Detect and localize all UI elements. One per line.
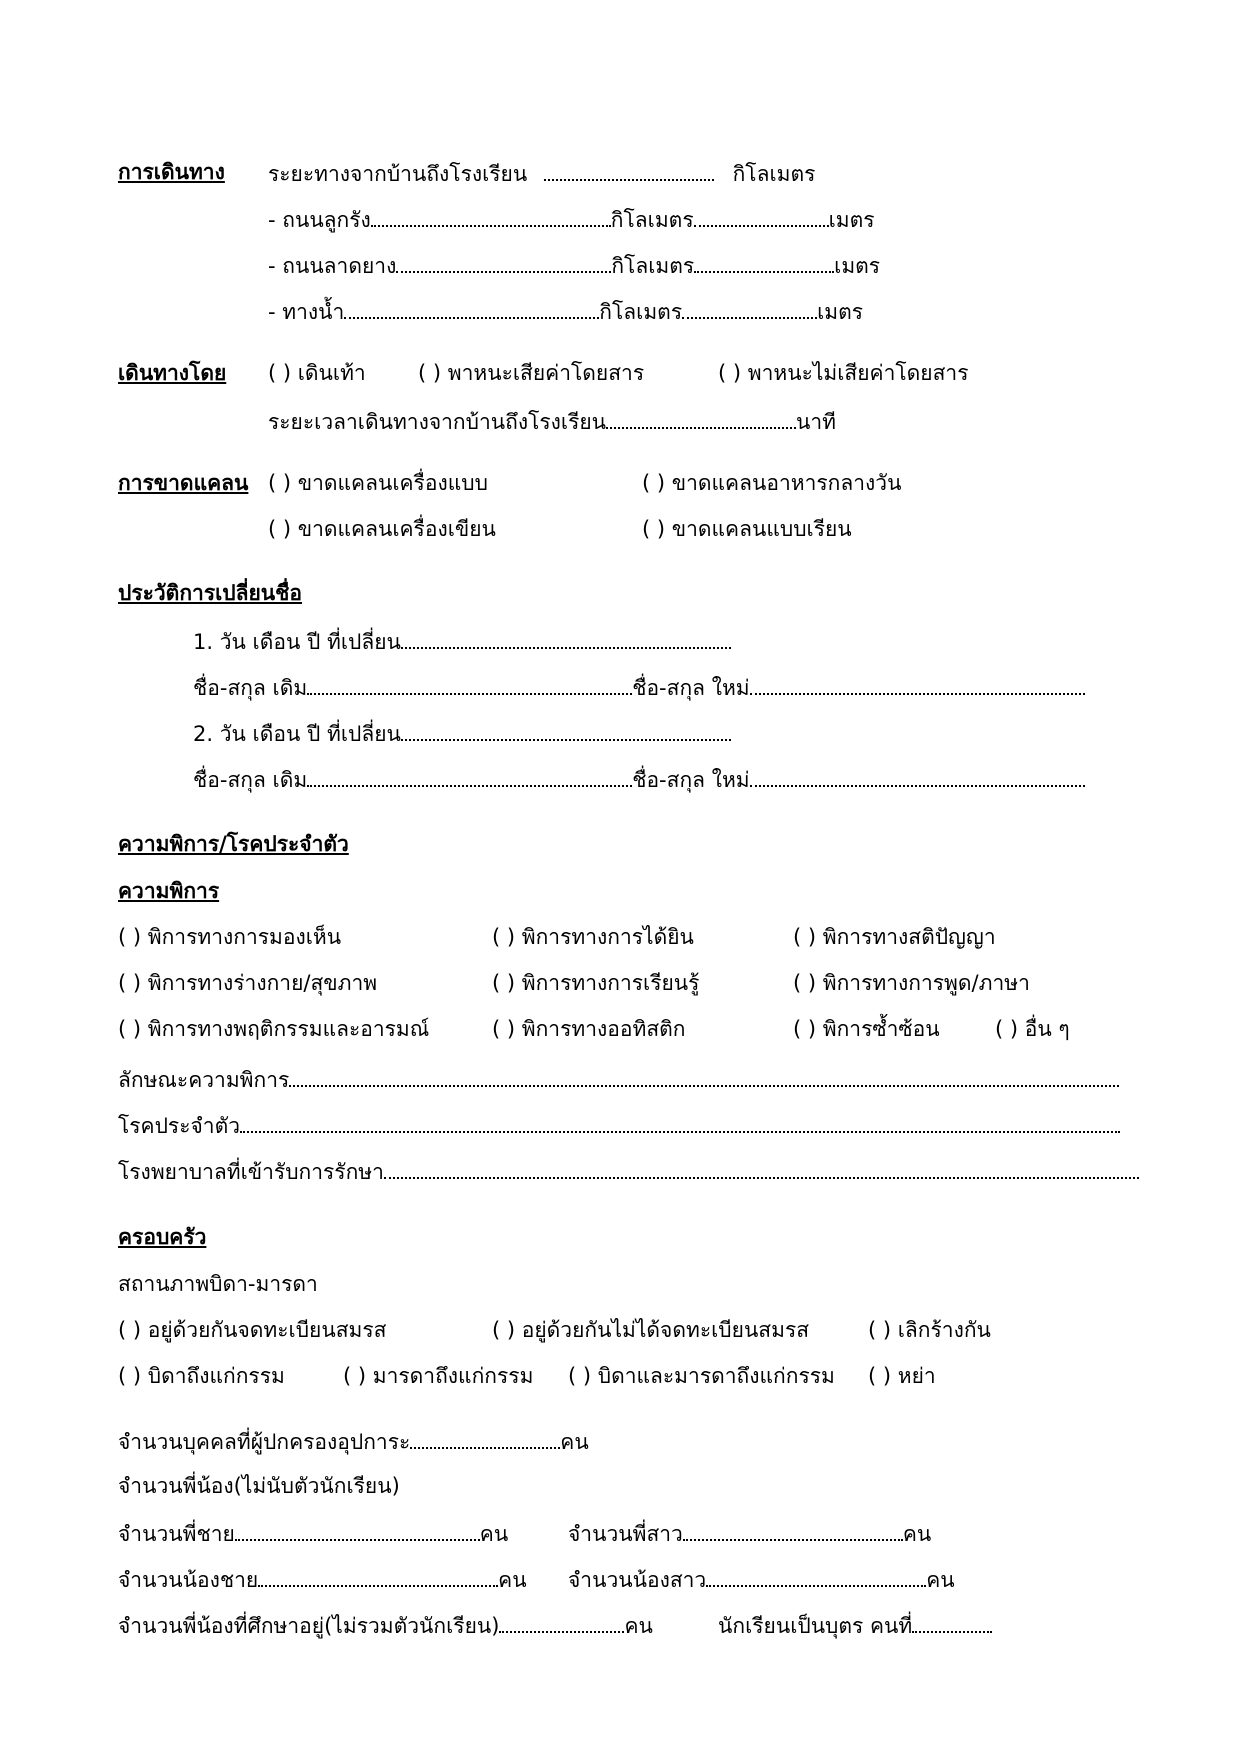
change-date-1-field[interactable] bbox=[401, 625, 731, 649]
disability-intellect[interactable] bbox=[793, 922, 996, 952]
change-date-2-label: 2. วัน เดือน ปี ที่เปลี่ยน bbox=[193, 722, 401, 746]
mode-heading: เดินทางโดย bbox=[118, 361, 227, 385]
dirt-m-field[interactable] bbox=[694, 203, 829, 227]
change-date-2-row bbox=[193, 717, 731, 749]
dirt-km-field[interactable] bbox=[371, 203, 611, 227]
km-unit: กิโลเมตร bbox=[732, 162, 816, 186]
mother-dead[interactable] bbox=[343, 1361, 533, 1391]
disability-physical-label: ( ) พิการทางร่างกาย/สุขภาพ bbox=[118, 971, 378, 995]
family-heading: ครอบครัว bbox=[118, 1225, 207, 1249]
disability-other[interactable] bbox=[995, 1014, 1070, 1044]
mode-paid-label: ( ) พาหนะเสียค่าโดยสาร bbox=[418, 361, 645, 385]
parent-separated[interactable] bbox=[868, 1315, 991, 1345]
mode-walk-label: ( ) เดินเท้า bbox=[268, 361, 366, 385]
lack-heading: การขาดแคลน bbox=[118, 471, 249, 495]
dirt-road-row bbox=[268, 203, 875, 235]
younger-sister-label: จำนวนน้องสาว bbox=[568, 1568, 707, 1592]
dependents-row bbox=[118, 1425, 589, 1457]
name-change-heading-row bbox=[118, 578, 302, 608]
child-order-field[interactable] bbox=[912, 1609, 992, 1633]
dirt-m-unit: เมตร bbox=[828, 208, 875, 232]
older-brother-unit: คน bbox=[479, 1522, 509, 1546]
child-order-row bbox=[718, 1609, 992, 1641]
mode-heading-row bbox=[118, 358, 226, 388]
studying-siblings-field[interactable] bbox=[499, 1609, 624, 1633]
disability-nature-field[interactable] bbox=[289, 1063, 1119, 1087]
older-sister-unit: คน bbox=[902, 1522, 932, 1546]
parent-not-registered[interactable] bbox=[492, 1315, 809, 1345]
old-name-2-label: ชื่อ-สกุล เดิม bbox=[193, 768, 308, 792]
water-route-row bbox=[268, 295, 863, 327]
water-route-label: - ทางน้ำ bbox=[268, 300, 345, 324]
both-dead-label: ( ) บิดาและมารดาถึงแก่กรรม bbox=[568, 1364, 835, 1388]
parent-status-row bbox=[118, 1269, 318, 1299]
disability-hearing[interactable] bbox=[492, 922, 694, 952]
lack-stationery-label: ( ) ขาดแคลนเครื่องเขียน bbox=[268, 517, 496, 541]
distance-row bbox=[268, 157, 815, 189]
studying-siblings-row bbox=[118, 1609, 653, 1641]
lack-lunch-label: ( ) ขาดแคลนอาหารกลางวัน bbox=[642, 471, 902, 495]
parent-not-registered-label: ( ) อยู่ด้วยกันไม่ได้จดทะเบียนสมรส bbox=[492, 1318, 810, 1342]
parent-status-label: สถานภาพบิดา-มารดา bbox=[118, 1272, 318, 1296]
disability-multiple-label: ( ) พิการซ้ำซ้อน bbox=[793, 1017, 940, 1041]
disability-heading: ความพิการ/โรคประจำตัว bbox=[118, 832, 349, 856]
name-1-row bbox=[193, 671, 1085, 703]
child-order-label: นักเรียนเป็นบุตร คนที่ bbox=[718, 1614, 913, 1638]
water-m-field[interactable] bbox=[682, 295, 817, 319]
younger-sister-field[interactable] bbox=[706, 1563, 926, 1587]
disability-physical[interactable] bbox=[118, 968, 377, 998]
siblings-row bbox=[118, 1471, 400, 1501]
older-sister-field[interactable] bbox=[683, 1517, 903, 1541]
disability-subheading-row bbox=[118, 876, 219, 906]
disability-learning-label: ( ) พิการทางการเรียนรู้ bbox=[492, 971, 700, 995]
disability-nature-label: ลักษณะความพิการ bbox=[118, 1068, 290, 1092]
disease-row bbox=[118, 1109, 1120, 1141]
siblings-label: จำนวนพี่น้อง(ไม่นับตัวนักเรียน) bbox=[118, 1474, 400, 1498]
older-sister-label: จำนวนพี่สาว bbox=[568, 1522, 683, 1546]
new-name-2-field[interactable] bbox=[750, 763, 1085, 787]
distance-field[interactable] bbox=[544, 157, 714, 181]
old-name-1-label: ชื่อ-สกุล เดิม bbox=[193, 676, 308, 700]
mode-paid[interactable] bbox=[418, 358, 644, 388]
lack-stationery[interactable] bbox=[268, 514, 496, 544]
younger-brother-unit: คน bbox=[498, 1568, 527, 1592]
studying-siblings-label: จำนวนพี่น้องที่ศึกษาอยู่(ไม่รวมตัวนักเรียน) bbox=[118, 1614, 500, 1638]
mode-walk[interactable] bbox=[268, 358, 366, 388]
disability-behavior[interactable] bbox=[118, 1014, 429, 1044]
both-dead[interactable] bbox=[568, 1361, 835, 1391]
disability-speech-label: ( ) พิการทางการพูด/ภาษา bbox=[793, 971, 1030, 995]
travel-row bbox=[118, 157, 225, 187]
travel-heading: การเดินทาง bbox=[118, 160, 225, 184]
travel-time-row bbox=[268, 405, 836, 437]
change-date-2-field[interactable] bbox=[401, 717, 731, 741]
disability-vision[interactable] bbox=[118, 922, 341, 952]
minute-unit: นาที bbox=[796, 410, 837, 434]
disability-autism[interactable] bbox=[492, 1014, 686, 1044]
hospital-field[interactable] bbox=[384, 1155, 1139, 1179]
younger-brother-label: จำนวนน้องชาย bbox=[118, 1568, 259, 1592]
new-name-2-label: ชื่อ-สกุล ใหม่ bbox=[632, 768, 750, 792]
disability-speech[interactable] bbox=[793, 968, 1030, 998]
lack-heading-row bbox=[118, 468, 248, 498]
younger-brother-field[interactable] bbox=[258, 1563, 498, 1587]
disability-autism-label: ( ) พิการทางออทิสติก bbox=[492, 1017, 686, 1041]
lack-uniform-label: ( ) ขาดแคลนเครื่องแบบ bbox=[268, 471, 488, 495]
dependents-field[interactable] bbox=[410, 1425, 560, 1449]
studying-siblings-unit: คน bbox=[624, 1614, 653, 1638]
disability-subheading: ความพิการ bbox=[118, 879, 220, 903]
travel-time-label: ระยะเวลาเดินทางจากบ้านถึงโรงเรียน bbox=[268, 410, 607, 434]
hospital-row bbox=[118, 1155, 1139, 1187]
disability-learning[interactable] bbox=[492, 968, 699, 998]
mode-free-label: ( ) พาหนะไม่เสียค่าโดยสาร bbox=[718, 361, 969, 385]
lack-textbook-label: ( ) ขาดแคลนแบบเรียน bbox=[642, 517, 852, 541]
travel-time-field[interactable] bbox=[606, 405, 796, 429]
disability-heading-row bbox=[118, 829, 349, 859]
older-brother-row bbox=[118, 1517, 508, 1549]
mode-free[interactable] bbox=[718, 358, 969, 388]
disease-label: โรคประจำตัว bbox=[118, 1114, 241, 1138]
hospital-label: โรงพยาบาลที่เข้ารับการรักษา bbox=[118, 1160, 384, 1184]
paved-road-label: - ถนนลาดยาง bbox=[268, 254, 397, 278]
new-name-1-field[interactable] bbox=[750, 671, 1085, 695]
lack-uniform[interactable] bbox=[268, 468, 488, 498]
disability-behavior-label: ( ) พิการทางพฤติกรรมและอารมณ์ bbox=[118, 1017, 430, 1041]
paved-km-field[interactable] bbox=[396, 249, 611, 273]
dirt-road-label: - ถนนลูกรัง bbox=[268, 208, 371, 232]
younger-brother-row bbox=[118, 1563, 527, 1595]
dependents-unit: คน bbox=[560, 1430, 589, 1454]
water-km-field[interactable] bbox=[344, 295, 599, 319]
disability-multiple[interactable] bbox=[793, 1014, 940, 1044]
paved-m-unit: เมตร bbox=[834, 254, 881, 278]
disability-hearing-label: ( ) พิการทางการได้ยิน bbox=[492, 925, 694, 949]
old-name-1-field[interactable] bbox=[307, 671, 632, 695]
older-brother-label: จำนวนพี่ชาย bbox=[118, 1522, 235, 1546]
parent-divorced[interactable] bbox=[868, 1361, 936, 1391]
lack-textbook[interactable] bbox=[642, 514, 852, 544]
family-heading-row bbox=[118, 1222, 206, 1252]
father-dead-label: ( ) บิดาถึงแก่กรรม bbox=[118, 1364, 285, 1388]
change-date-1-row bbox=[193, 625, 731, 657]
dirt-km-unit: กิโลเมตร bbox=[610, 208, 694, 232]
water-km-unit: กิโลเมตร bbox=[599, 300, 683, 324]
name-change-heading: ประวัติการเปลี่ยนชื่อ bbox=[118, 581, 303, 605]
disease-field[interactable] bbox=[240, 1109, 1120, 1133]
dependents-label: จำนวนบุคคลที่ผู้ปกครองอุปการะ bbox=[118, 1430, 411, 1454]
old-name-2-field[interactable] bbox=[307, 763, 632, 787]
parent-married-label: ( ) อยู่ด้วยกันจดทะเบียนสมรส bbox=[118, 1318, 387, 1342]
mother-dead-label: ( ) มารดาถึงแก่กรรม bbox=[343, 1364, 534, 1388]
disability-other-label: ( ) อื่น ๆ bbox=[995, 1017, 1070, 1041]
parent-married[interactable] bbox=[118, 1315, 386, 1345]
change-date-1-label: 1. วัน เดือน ปี ที่เปลี่ยน bbox=[193, 630, 401, 654]
distance-label: ระยะทางจากบ้านถึงโรงเรียน bbox=[268, 162, 528, 186]
parent-divorced-label: ( ) หย่า bbox=[868, 1364, 936, 1388]
paved-m-field[interactable] bbox=[694, 249, 834, 273]
paved-road-row bbox=[268, 249, 880, 281]
younger-sister-unit: คน bbox=[926, 1568, 955, 1592]
older-brother-field[interactable] bbox=[235, 1517, 480, 1541]
disability-nature-row bbox=[118, 1063, 1119, 1095]
new-name-1-label: ชื่อ-สกุล ใหม่ bbox=[632, 676, 750, 700]
name-2-row bbox=[193, 763, 1085, 795]
disability-intellect-label: ( ) พิการทางสติปัญญา bbox=[793, 925, 996, 949]
father-dead[interactable] bbox=[118, 1361, 285, 1391]
water-m-unit: เมตร bbox=[817, 300, 864, 324]
younger-sister-row bbox=[568, 1563, 955, 1595]
parent-separated-label: ( ) เลิกร้างกัน bbox=[868, 1318, 991, 1342]
lack-lunch[interactable] bbox=[642, 468, 901, 498]
older-sister-row bbox=[568, 1517, 931, 1549]
disability-vision-label: ( ) พิการทางการมองเห็น bbox=[118, 925, 342, 949]
paved-km-unit: กิโลเมตร bbox=[611, 254, 695, 278]
